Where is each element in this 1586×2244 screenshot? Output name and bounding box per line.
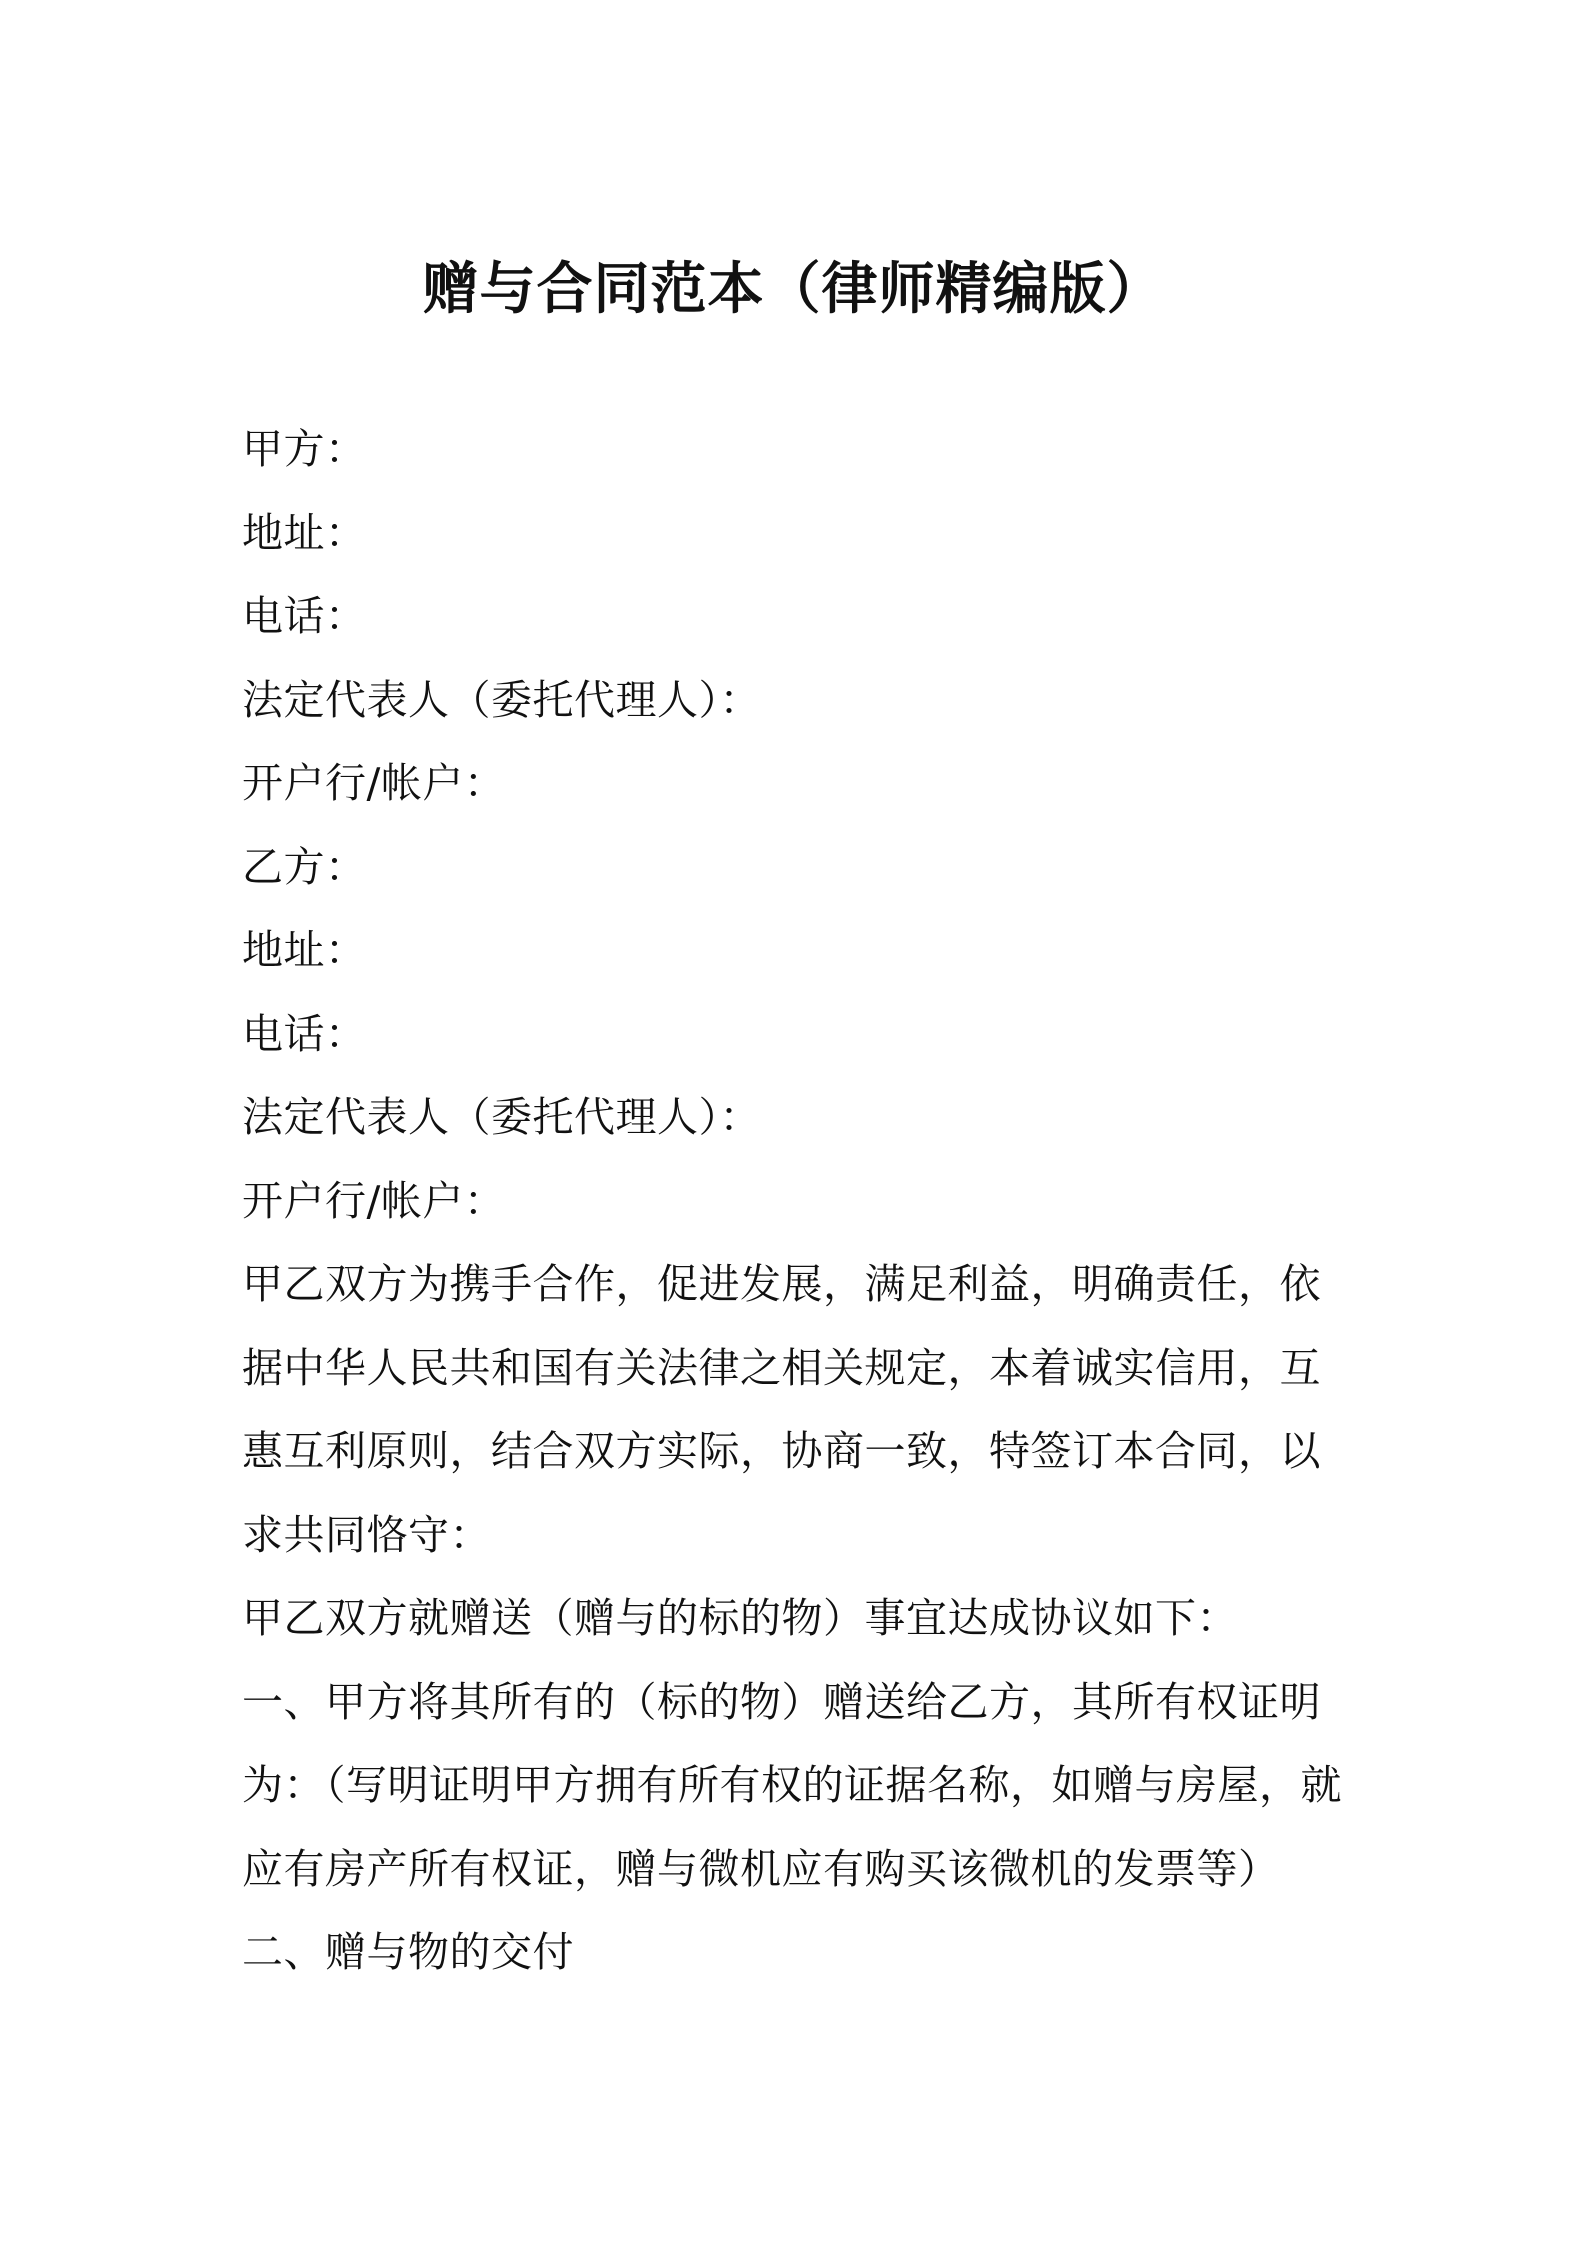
- party-a-name-label: 甲方：: [242, 425, 367, 473]
- party-a-address-label: 地址：: [242, 508, 367, 557]
- agreement-intro: 甲乙双方就赠送（赠与的标的物）事宜达成协议如下：: [242, 1594, 1238, 1642]
- party-b-representative-label: 法定代表人（委托代理人）：: [242, 1093, 761, 1141]
- party-a-bank-account-label: 开户行/帐户：: [242, 759, 506, 807]
- document-title: 赠与合同范本（律师精编版）: [422, 257, 1164, 322]
- party-a-representative-label: 法定代表人（委托代理人）：: [242, 675, 761, 724]
- party-b-name-label: 乙方：: [242, 842, 367, 891]
- party-b-phone-label: 电话：: [242, 1009, 367, 1058]
- party-b-bank-account-label: 开户行/帐户：: [242, 1176, 506, 1225]
- document-body: [242, 408, 1362, 1995]
- clause-2-heading: 二、赠与物的交付: [242, 1928, 574, 1976]
- party-a-phone-label: 电话：: [242, 592, 367, 640]
- party-b-address-label: 地址：: [242, 926, 367, 974]
- clause-1-paragraph: 一、甲方将其所有的（标的物）赠送给乙方，其所有权证明为：（写明证明甲方拥有所有权的证据名称，如赠与房屋，就应有房产所有权证，赠与微机应有购买该微机的发票等）: [242, 1677, 1342, 1893]
- preamble-paragraph: 甲乙双方为携手合作，促进发展，满足利益，明确责任，依据中华人民共和国有关法律之相关规定，本着诚实信用，互惠互利原则，结合双方实际，协商一致，特签订本合同，以求共同恪守：: [242, 1260, 1321, 1559]
